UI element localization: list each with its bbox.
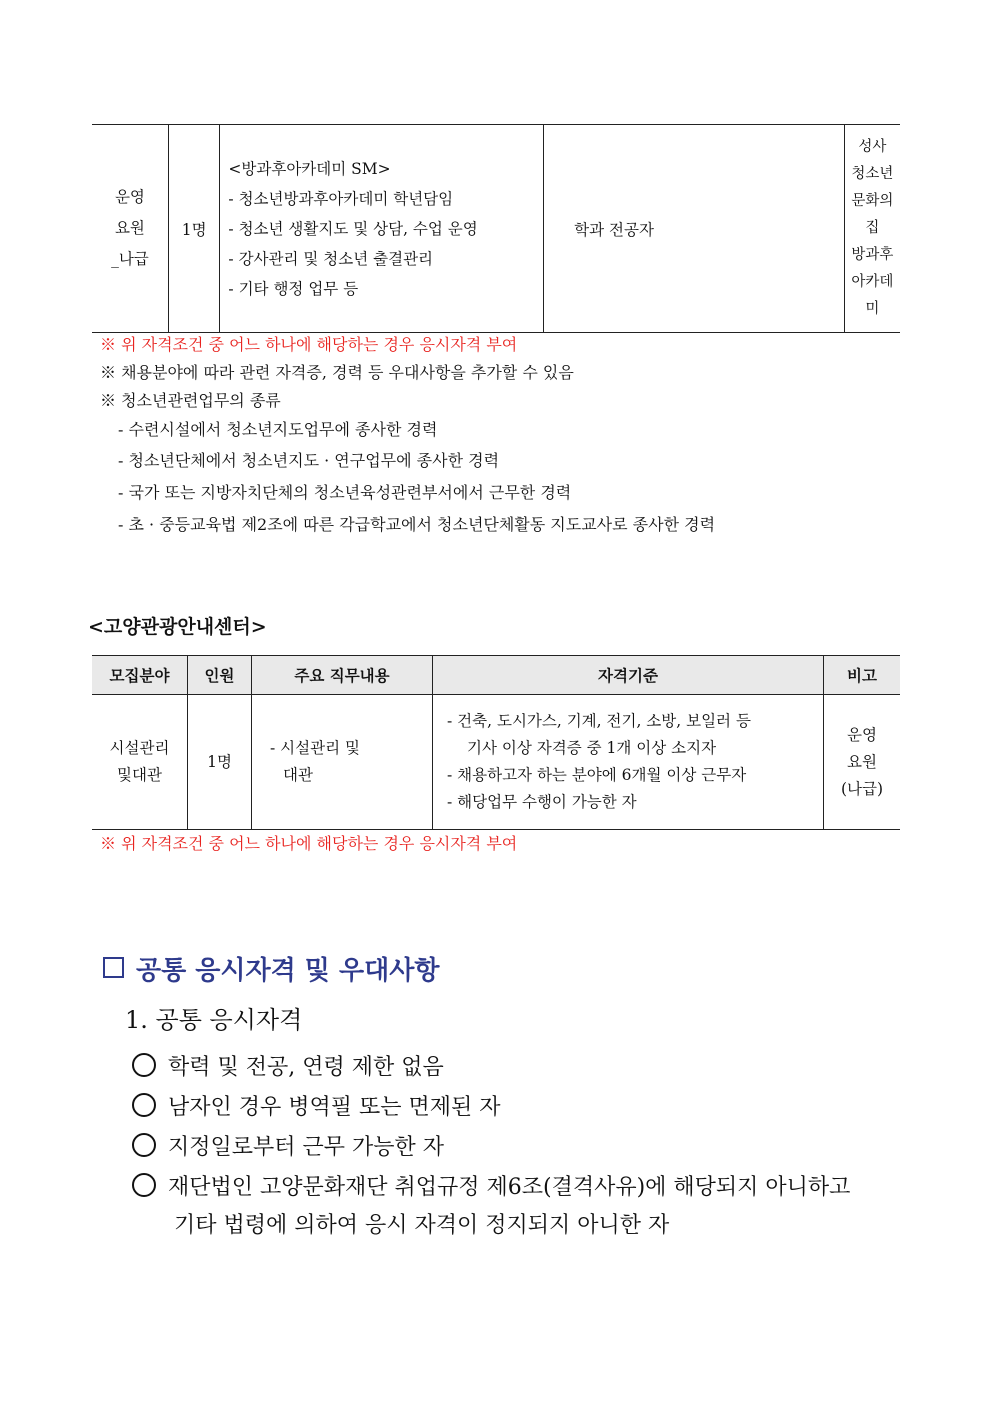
qualification-line: - 건축, 도시가스, 기계, 전기, 소방, 보일러 등	[447, 712, 751, 730]
eligibility-note: ※ 위 자격조건 중 어느 하나에 해당하는 경우 응시자격 부여	[100, 335, 518, 354]
checkbox-square-icon	[103, 957, 124, 978]
recruit-field-cell	[92, 125, 168, 333]
recruit-field-cell	[92, 695, 188, 830]
qualification-cell: 학과 전공자	[544, 125, 845, 333]
youth-work-item: - 국가 또는 지방자치단체의 청소년육성관련부서에서 근무한 경력	[118, 483, 572, 502]
duty-line: 대관	[283, 766, 313, 784]
youth-academy-table	[92, 124, 900, 333]
youth-work-types-note: ※ 청소년관련업무의 종류	[100, 391, 281, 410]
requirement-item	[132, 1050, 444, 1081]
circle-bullet-icon	[132, 1053, 156, 1077]
remark-line: 청소년	[851, 166, 894, 182]
header-qualification: 자격기준	[433, 656, 824, 695]
remark-line: 운영	[847, 725, 877, 744]
headcount-cell: 1명	[188, 695, 252, 830]
field-line: 및대관	[117, 766, 162, 784]
field-line: 시설관리	[109, 739, 170, 757]
remark-cell	[844, 125, 900, 333]
eligibility-note: ※ 위 자격조건 중 어느 하나에 해당하는 경우 응시자격 부여	[100, 834, 518, 853]
requirement-text: 지정일로부터 근무 가능한 자	[168, 1135, 445, 1160]
requirement-text: 재단법인 고양문화재단 취업규정 제6조(결격사유)에 해당되지 아니하고	[168, 1175, 851, 1200]
qualification-line: 기사 이상 자격증 중 1개 이상 소지자	[467, 739, 717, 757]
header-duties: 주요 직무내용	[252, 656, 433, 695]
duty-line: - 시설관리 및	[270, 739, 360, 757]
field-line: 요원	[114, 219, 145, 237]
field-line: 운영	[114, 188, 145, 206]
requirement-item	[132, 1130, 444, 1161]
requirement-text: 남자인 경우 병역필 또는 면제된 자	[168, 1095, 501, 1120]
header-remark: 비고	[824, 656, 901, 695]
remark-line: 아카데	[851, 274, 894, 290]
remark-cell	[824, 695, 901, 830]
preference-note: ※ 채용분야에 따라 관련 자격증, 경력 등 우대사항을 추가할 수 있음	[100, 363, 574, 382]
qualification-cell	[433, 695, 824, 830]
common-heading-text: 공통 응시자격 및 우대사항	[136, 956, 440, 986]
duty-line: - 기타 행정 업무 등	[228, 279, 359, 298]
youth-work-item: - 청소년단체에서 청소년지도 · 연구업무에 종사한 경력	[118, 451, 500, 470]
duty-line: <방과후아카데미 SM>	[228, 159, 391, 178]
remark-line: 요원	[847, 752, 877, 771]
header-field: 모집분야	[92, 656, 188, 695]
notes-block	[100, 331, 715, 541]
requirement-item	[132, 1170, 850, 1201]
duties-cell	[220, 125, 544, 333]
tourist-center-table	[92, 655, 900, 830]
remark-line: 문화의	[851, 193, 894, 209]
headcount-cell: 1명	[168, 125, 220, 333]
remark-line: 집	[865, 220, 880, 236]
duty-line: - 청소년방과후아카데미 학년담임	[228, 189, 454, 208]
remark-line: (나급)	[840, 779, 884, 798]
qualification-line: - 채용하고자 하는 분야에 6개월 이상 근무자	[447, 766, 747, 784]
requirement-text: 학력 및 전공, 연령 제한 없음	[168, 1055, 444, 1080]
duty-line: - 강사관리 및 청소년 출결관리	[228, 249, 434, 268]
youth-work-item: - 초 · 중등교육법 제2조에 따른 각급학교에서 청소년단체활동 지도교사로 종사한 경력	[118, 515, 716, 534]
common-heading	[103, 950, 439, 987]
circle-bullet-icon	[132, 1133, 156, 1157]
youth-work-item: - 수련시설에서 청소년지도업무에 종사한 경력	[118, 420, 438, 439]
requirement-item	[132, 1090, 501, 1121]
header-count: 인원	[188, 656, 252, 695]
circle-bullet-icon	[132, 1093, 156, 1117]
remark-line: 성사	[858, 139, 887, 155]
duty-line: - 청소년 생활지도 및 상담, 수업 운영	[228, 219, 478, 238]
remark-line: 방과후	[851, 247, 894, 263]
requirement-text-continued: 기타 법령에 의하여 응시 자격이 정지되지 아니한 자	[174, 1213, 670, 1238]
qualification-line: - 해당업무 수행이 가능한 자	[447, 793, 637, 811]
section-title: <고양관광안내센터>	[88, 616, 267, 638]
circle-bullet-icon	[132, 1173, 156, 1197]
field-line: _나급	[111, 250, 149, 268]
subheading: 1. 공통 응시자격	[125, 1006, 303, 1034]
remark-line: 미	[865, 301, 880, 317]
duties-cell	[252, 695, 433, 830]
